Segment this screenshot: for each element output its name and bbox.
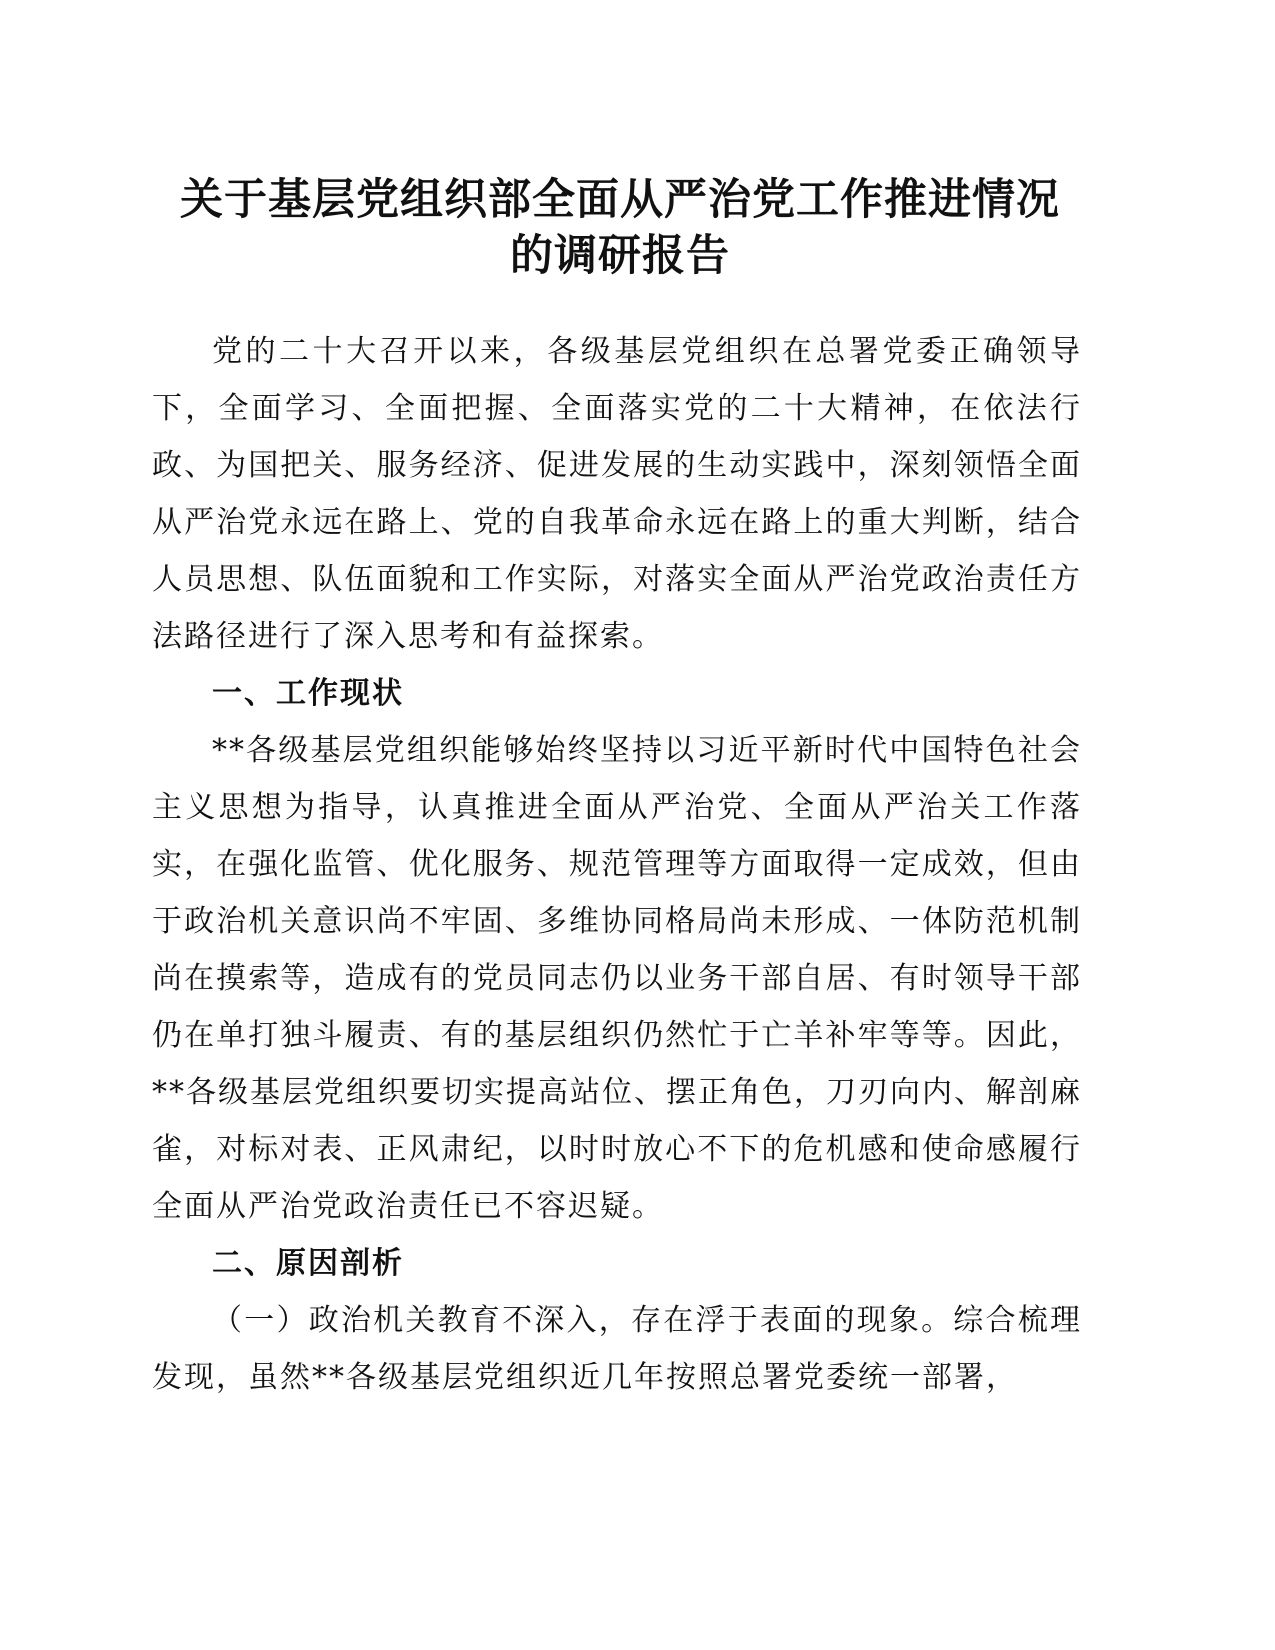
section-2-subsection-1: （一）政治机关教育不深入，存在浮于表面的现象。综合梳理发现，虽然**各级基层党组织近几年按照总署党委统一部署， bbox=[152, 1303, 1082, 1395]
section-1-paragraph: **各级基层党组织能够始终坚持以习近平新时代中国特色社会主义思想为指导，认真推进全面从严治党、全面从严治关工作落实，在强化监管、优化服务、规范管理等方面取得一定成效，但由于政治机关意识尚不牢固、多维协同格局尚未形成、一体防范机制尚在摸索等，造成有的党员同志仍以业务干部自居、有时领导干部仍在单打独斗履责、有的基层组织仍然忙于亡羊补牢等等。因此，**各级基层党组织要切实提高站位、摆正角色，刀刃向内、解剖麻雀，对标对表、正风肃纪，以时时放心不下的危机感和使命感履行全面从严治党政治责任已不容迟疑。 bbox=[152, 733, 1082, 1224]
section-1-heading: 一、工作现状 bbox=[212, 676, 404, 711]
title-line-2: 的调研报告 bbox=[510, 231, 730, 281]
document-body bbox=[152, 323, 1082, 1406]
section-2-heading: 二、原因剖析 bbox=[212, 1246, 404, 1281]
document-title bbox=[150, 172, 1090, 284]
title-line-1: 关于基层党组织部全面从严治党工作推进情况 bbox=[180, 175, 1060, 225]
intro-paragraph: 党的二十大召开以来，各级基层党组织在总署党委正确领导下，全面学习、全面把握、全面落实党的二十大精神，在依法行政、为国把关、服务经济、促进发展的生动实践中，深刻领悟全面从严治党永远在路上、党的自我革命永远在路上的重大判断，结合人员思想、队伍面貌和工作实际，对落实全面从严治党政治责任方法路径进行了深入思考和有益探索。 bbox=[152, 334, 1082, 654]
